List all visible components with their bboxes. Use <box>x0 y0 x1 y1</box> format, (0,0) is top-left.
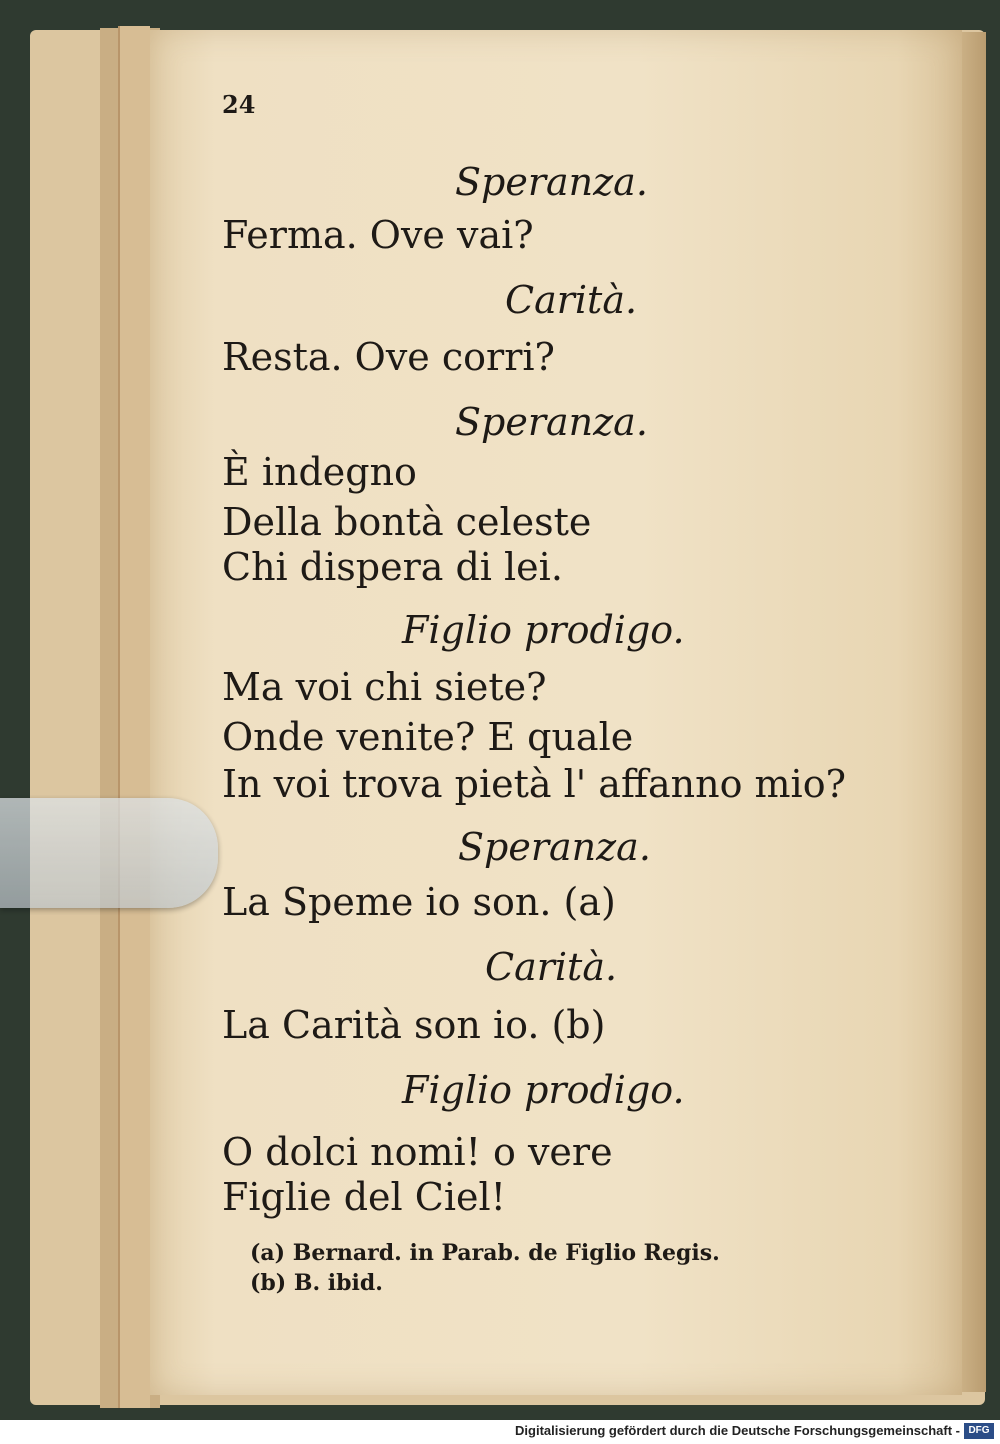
speaker-label: Figlio prodigo. <box>402 1068 685 1112</box>
digitization-footer <box>0 1420 1000 1444</box>
speaker-label: Carità. <box>485 945 618 989</box>
speaker-label: Figlio prodigo. <box>402 608 685 652</box>
verse-line: In voi trova pietà l' affanno mio? <box>222 762 846 806</box>
page-edges-inner <box>118 26 150 1408</box>
verse-line: Onde venite? E quale <box>222 715 634 759</box>
speaker-label: Speranza. <box>458 825 651 869</box>
verse-line: Figlie del Ciel! <box>222 1175 506 1219</box>
speaker-label: Speranza. <box>455 160 648 204</box>
verse-line: La Carità son io. (b) <box>222 1003 606 1047</box>
verse-line: È indegno <box>222 450 417 494</box>
speaker-label: Speranza. <box>455 400 648 444</box>
verse-line: Ma voi chi siete? <box>222 665 547 709</box>
funding-credit: Digitalisierung gefördert durch die Deutsche Forschungsgemeinschaft - <box>515 1423 960 1438</box>
page-number: 24 <box>222 90 256 119</box>
verse-line: La Speme io son. (a) <box>222 880 616 924</box>
footnote: (a) Bernard. in Parab. de Figlio Regis. <box>250 1240 720 1266</box>
verse-line: Chi dispera di lei. <box>222 545 563 589</box>
verse-line: Ferma. Ove vai? <box>222 213 534 257</box>
verse-line: Resta. Ove corri? <box>222 335 555 379</box>
verse-line: O dolci nomi! o vere <box>222 1130 613 1174</box>
dfg-logo: DFG <box>964 1423 994 1439</box>
speaker-label: Carità. <box>505 278 638 322</box>
footnote: (b) B. ibid. <box>250 1270 383 1296</box>
verse-line: Della bontà celeste <box>222 500 592 544</box>
plastic-page-marker <box>0 798 218 908</box>
facing-page-edge <box>958 32 986 1392</box>
